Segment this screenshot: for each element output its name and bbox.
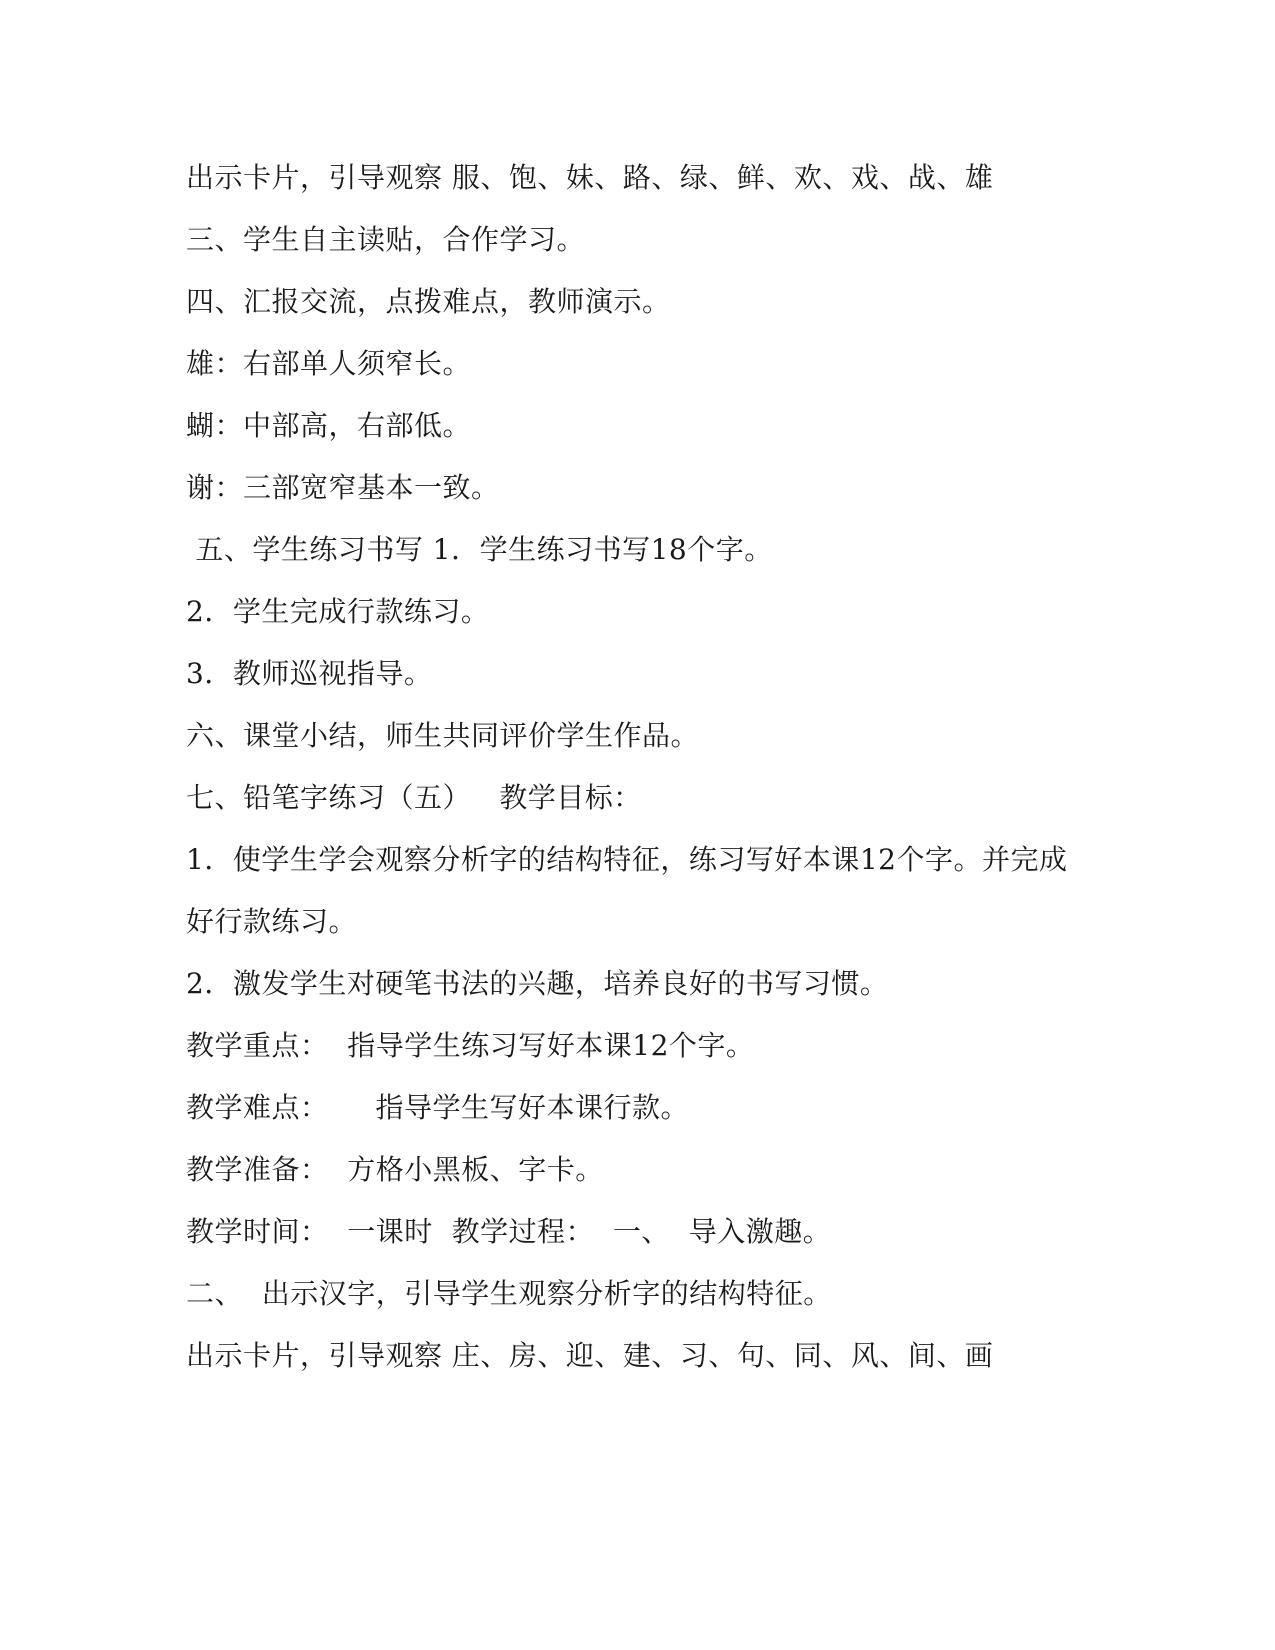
text-line: 二、 出示汉字，引导学生观察分析字的结构特征。	[186, 1277, 832, 1310]
text-line: 出示卡片，引导观察 服、饱、妹、路、绿、鲜、欢、戏、战、雄	[186, 161, 994, 194]
text-line: 雄：右部单人须窄长。	[186, 347, 472, 380]
text-line: 2．学生完成行款练习。	[186, 595, 490, 628]
text-line: 教学重点： 指导学生练习写好本课12个字。	[186, 1029, 755, 1062]
text-line: 蝴：中部高，右部低。	[186, 409, 472, 442]
text-line: 六、课堂小结，师生共同评价学生作品。	[186, 719, 700, 752]
text-line: 五、学生练习书写 1．学生练习书写18个字。	[186, 533, 773, 566]
text-line: 出示卡片，引导观察 庄、房、迎、建、习、句、同、风、间、画	[186, 1339, 994, 1372]
text-line: 教学准备： 方格小黑板、字卡。	[186, 1153, 604, 1186]
text-line: 教学难点： 指导学生写好本课行款。	[186, 1091, 690, 1124]
text-line: 2．激发学生对硬笔书法的兴趣，培养良好的书写习惯。	[186, 967, 889, 1000]
text-line: 3．教师巡视指导。	[186, 657, 433, 690]
text-line: 七、铅笔字练习（五） 教学目标：	[186, 781, 642, 814]
text-line: 三、学生自主读贴，合作学习。	[186, 223, 586, 256]
text-line: 四、汇报交流，点拨难点，教师演示。	[186, 285, 671, 318]
text-line: 谢：三部宽窄基本一致。	[186, 471, 500, 504]
text-line: 1．使学生学会观察分析字的结构特征，练习写好本课12个字。并完成	[186, 843, 1068, 876]
text-line: 教学时间： 一课时 教学过程： 一、 导入激趣。	[186, 1215, 832, 1248]
text-line: 好行款练习。	[186, 905, 358, 938]
